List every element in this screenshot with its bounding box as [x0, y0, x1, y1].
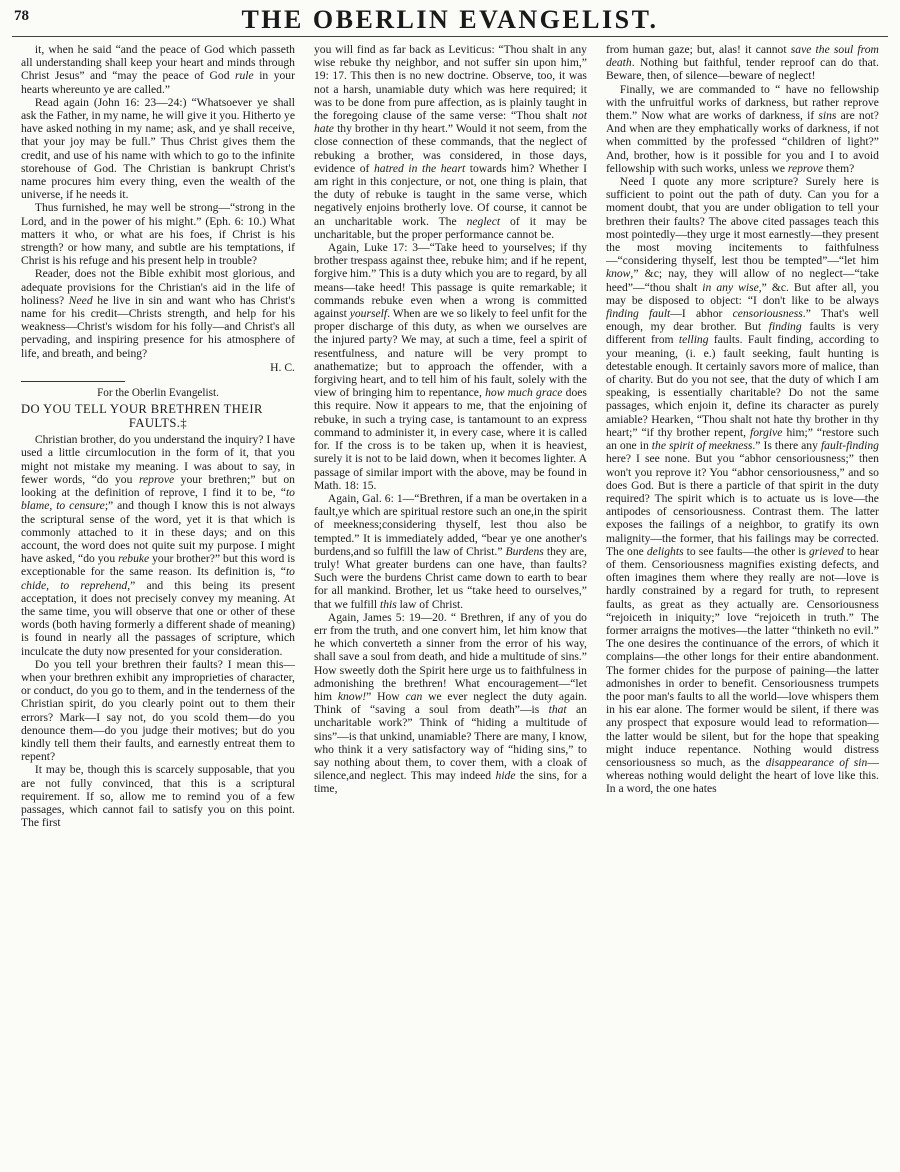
article-signature: H. C.	[270, 360, 295, 374]
page-number: 78	[14, 8, 29, 24]
column-two	[304, 43, 596, 1157]
column-container	[0, 37, 900, 1167]
paragraph: from human gaze; but, alas! it cannot save the soul from death. Nothing but faithful, tender reproof can do that. Beware, then, of silence—beware of neglect!	[605, 43, 879, 83]
paragraph: Need I quote any more scripture? Surely here is sufficient to point out the path of duty. Can you for a moment doubt, that you are under obligation to tell your brethren their faults? The above cited passages teach this most pointedly—they urge it most earnestly—they present the most moving incitements to faithfulness—“considering thyself, lest thou be tempted”—“let him know,” &c; nay, they will allow of no neglect—“take heed”—“thou shalt in any wise,” &c. But after all, you may be disposed to object: “I don't like to be always finding fault—I abhor censoriousness.” That's well enough, my dear brother. But finding faults is very different from telling faults. Fault finding, according to your meaning, (i. e.) fault seeking, fault hunting is detestable enough. It certainly savors more of malice, than of charity. But do you not see, that the duty of which I am speaking, is essentially charitable? Do not the same passages, which enjoin it, define its character as purely amiable? Hearken, “Thou shalt not hate thy brother in thy heart;” “if thy brother repent, forgive him;” “restore such an one in the spirit of meekness.” Is there any fault-finding here? I see none. But you “abhor censoriousness;” then won't you reprove it? You “abhor censoriousness,” and so does God. But is there a particle of that spirit in the duty required? The spirit which is to actuate us is love—the antipodes of censoriousness. Contrast them. The latter exposes the failings of a neighbor, to gratify its own malignity—the former, that his failings may be corrected. The one delights to see faults—the other is grieved to hear of them. Censoriousness magnifies existing defects, and often imagines them where they really are not—love is hardly constrained by a regard for truth, to represent faults, as great as they actually are. Censoriousness “rejoiceth in iniquity;” love “rejoiceth in truth.” The former arraigns the motives—the latter “thinketh no evil.” The one desires the continuance of the errors, of which it complains—the other longs for their entire abandonment. The former chides for the purpose of paining—the latter admonishes in order to benefit. Censoriousness trumpets the poor man's faults to all the world—love whispers them in his ear alone. The former would be silent, if there was any prospect that exposure would lead to reformation—the latter would be silent, but for the hope that speaking might induce repentance. Nothing would distress censoriousness so much, as the disappearance of sin—whereas nothing would delight the heart of love like this. In a word, the one hates	[605, 175, 879, 796]
headline-line-two: FAULTS.‡	[128, 416, 188, 431]
column-three	[596, 43, 888, 1157]
headline-line-one: DO YOU TELL YOUR BRETHREN THEIR	[21, 402, 263, 417]
paragraph: you will find as far back as Leviticus: “Thou shalt in any wise rebuke thy neighbor, and not suffer sin upon him,” 19: 17. This then is no new doctrine. Observe, too, it was not a harsh, unamiable duty which was here required; it was to be done from pure affection, as is plainly taught in the foregoing clause of the same verse: “Thou shalt not hate thy brother in thy heart.” Would it not seem, from the close connection of these commands, that the neglect of rebuking a brother, was considered, in those days, evidence of hatred in the heart towards him? Whether I am right in this conjecture, or not, one thing is plain, that the duty of rebuke is taught in the same verse, which negatively enjoins brotherly love. Of course, it cannot be an uncharitable work. The neglect of it may be uncharitable, but the proper performance cannot be.	[313, 43, 587, 241]
paragraph: Again, Luke 17: 3—“Take heed to yourselves; if thy brother trespass against thee, rebuke him; and if he repent, forgive him.” This is a duty which you are to regard, by all means—take heed! This passage is quite remarkable; it commands rebuke even when a wrong is committed against yourself. When are we so likely to feel unfit for the proper discharge of this duty, as when we ourselves are the injured party? We may, at such a time, feel a spirit of resentfulness, and nature will be very prompt to anathematize; but to approach the offender, with a forgiving heart, and to tell him of his fault, solely with the view of bringing him to repentance, how much grace does this require. Now it appears to me, that the enjoining of rebuke, in such a trying case, is tantamount to an express command to administer it, in every case, where it is called for. If the cross is to be taken up, when it is heaviest, surely it is not to be laid down, when it becomes lighter. A passage of similar import with the above, may be found in Math. 18: 15.	[313, 241, 587, 492]
paragraph: Again, James 5: 19—20. “ Brethren, if any of you do err from the truth, and one convert him, let him know that he which converteth a sinner from the error of his way, shall save a soul from death, and hide a multitude of sins.” How sweetly doth the Spirit here urge us to faithfulness in admonishing the brethren! What encouragement—“let him know!” How can we ever neglect the duty again. Think of “saving a soul from death”—is that an uncharitable work?” Think of “hiding a multitude of sins”—is that unkind, unamiable? There are many, I know, who think it a very satisfactory way of “hiding sins,” to say nothing about them, to cover them, with a cloak of silence,and neglect. This may indeed hide the sins, for a time,	[313, 610, 587, 796]
article-headline	[21, 402, 295, 430]
section-divider	[21, 381, 125, 382]
paragraph: Finally, we are commanded to “ have no fellowship with the unfruitful works of darkness, but rather reprove them.” Now what are works of darkness, if sins are not? And when are they emphatically works of darkness, if not when committed by the professed “children of light?” And, brother, how is it possible for you and I to avoid fellowship with such works, unless we reprove them?	[605, 82, 879, 175]
column-one	[12, 43, 304, 1157]
paragraph: It may be, though this is scarcely supposable, that you are not fully convinced, that this is a scriptural requirement. If so, allow me to remind you of a few passages, which cannot fail to satisfy you on this point. The first	[21, 763, 295, 830]
paragraph: Again, Gal. 6: 1—“Brethren, if a man be overtaken in a fault,ye which are spiritual restore such an one,in the spirit of meekness;considering thyself, lest thou also be tempted.” It is immediately added, “bear ye one another's burdens,and so fulfill the law of Christ.” Burdens they are, truly! What greater burdens can one have, than faults? Such were the burdens Christ came down to earth to bear for all mankind. Brother, let us “take heed to ourselves,” that we fulfill this law of Christ.	[313, 491, 587, 611]
publication-title: THE OBERLIN EVANGELIST.	[241, 5, 659, 34]
article-credit: For the Oberlin Evangelist.	[97, 387, 219, 400]
paragraph: Reader, does not the Bible exhibit most glorious, and adequate provisions for the Christian's aid in the life of holiness? Need he live in sin and want who has Christ's name for his credit—Christs strength, and help for his weakness—Christ's wisdom for his folly—and Christ's all pervading, and inspiring presence for his atmosphere of life, and breath, and being?	[21, 267, 295, 360]
paragraph: Do you tell your brethren their faults? I mean this—when your brethren exhibit any improprieties of character, or conduct, do you go to them, and in the tenderness of the Christian spirit, do you clearly point out to them their errors? Mark—I say not, do you scold them—do you denounce them—do you judge their motives; but do you kindly tell them their faults, and earnestly entreat them to repent?	[21, 657, 295, 764]
masthead	[0, 0, 900, 34]
paragraph: it, when he said “and the peace of God which passeth all understanding shall keep your heart and minds through Christ Jesus” and “may the peace of God rule in your hearts whereunto ye are called.”	[21, 43, 295, 96]
paragraph: Thus furnished, he may well be strong—“strong in the Lord, and in the power of his might.” (Eph. 6: 10.) What matters it who, or what are his foes, if Christ is his strength? or how many, and subtle are his temptations, if Christ is his refuge and his present help in trouble?	[21, 201, 295, 268]
paragraph: Read again (John 16: 23—24:) “Whatsoever ye shall ask the Father, in my name, he will give it you. Hitherto ye have asked nothing in my name; ask, and ye shall receive, that your joy may be full.” Thus Christ gives them the credit, and use of his name with which to go to the infinite storehouse of God. The Christian is bankrupt Christ's name procures him every thing, even the wealth of the universe, if he needs it.	[21, 95, 295, 202]
paragraph: Christian brother, do you understand the inquiry? I have used a little circumlocution in the form of it, that you might not mistake my meaning. I was about to say, in fewer words, “do you reprove your brethren;” but on looking at the definition of reprove, I find it to be, “to blame, to censure;” and though I know this is not always the scriptural sense of the word, yet it is that which is commonly attached to it in these days; and on this account, the word does not quite suit my purpose. I might have asked, “do you rebuke your brother?” but this word is exceptionable for the same reason. Its definition is, “to chide, to reprehend,” and this being its present acceptation, it does not precisely convey my meaning. At the same time, you will observe that one or other of these words (both having formerly a different shade of meaning) is found in nearly all the passages of scripture, which inculcate the duty now presented for your consideration.	[21, 433, 295, 658]
